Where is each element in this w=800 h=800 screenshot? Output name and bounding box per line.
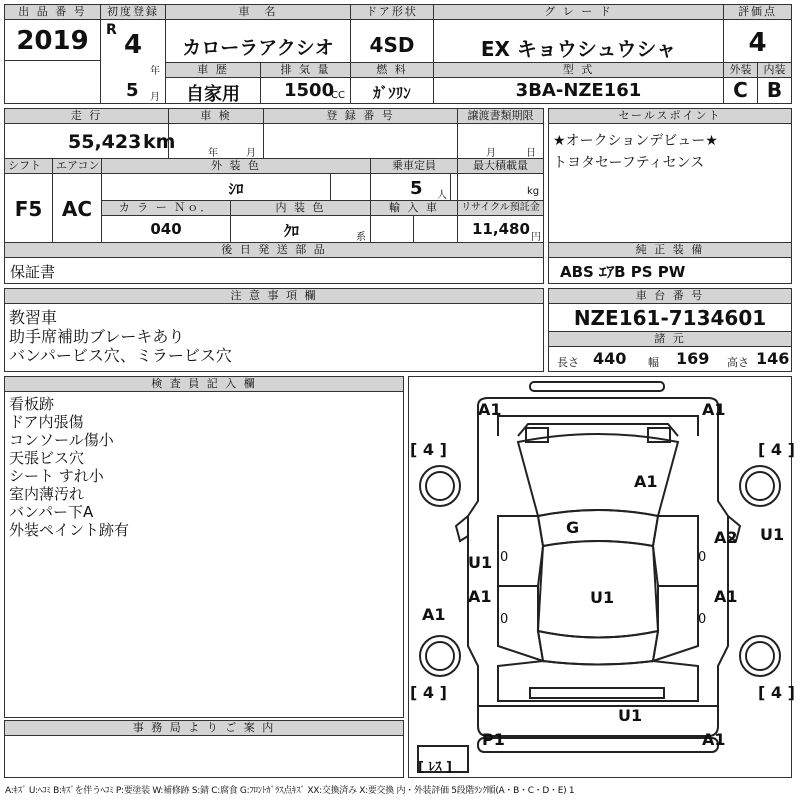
inspect-note: 看板跡: [9, 395, 55, 413]
mark-door-fl: U1: [468, 553, 493, 572]
inspect-note: コンソール傷小: [9, 431, 114, 449]
chassis-no: NZE161-7134601: [573, 306, 767, 330]
h-import: 輸 入 車: [371, 201, 457, 216]
int-color: ｸﾛ: [284, 222, 300, 240]
mark-tire-rr: [ 4 ]: [758, 683, 795, 702]
mark-roof: U1: [590, 588, 615, 607]
mark-front-left: A1: [478, 400, 502, 419]
inspect-note: 外装ペイント跡有: [9, 521, 130, 539]
car-outline: [408, 376, 792, 778]
lot-year: 2019: [16, 26, 89, 56]
reg-month: 5: [126, 80, 139, 101]
fuel: ｶﾞｿﾘﾝ: [373, 84, 411, 102]
recycle-fee: 11,480: [472, 220, 530, 238]
h-fuel: 燃 料: [351, 63, 433, 78]
h-color-no: カ ラ ー Ｎｏ．: [102, 201, 230, 216]
era: R: [106, 22, 117, 38]
h-ext-color: 外 装 色: [102, 159, 370, 174]
h-equipment: 純 正 装 備: [549, 243, 791, 258]
mark-door-rr: A1: [714, 587, 738, 606]
mark-fender-r: A2: [714, 528, 738, 547]
mark-rear-left: P1: [482, 730, 505, 749]
inspect-note: シート すれ小: [9, 467, 104, 485]
door-type: 4SD: [369, 33, 415, 57]
equipment: ABS ｴｱB PS PW: [560, 263, 686, 281]
sales-point-1: ★オークションデビュー★: [553, 133, 718, 149]
h-score: 評価点: [724, 5, 791, 20]
mark-dent-1: 0: [500, 550, 509, 565]
mark-tire-rl: [ 4 ]: [410, 683, 447, 702]
inspect-note: バンパー下A: [9, 503, 94, 521]
mark-front-right: A1: [702, 400, 726, 419]
mark-trunk: U1: [618, 706, 643, 725]
sales-point-2: トヨタセーフティセンス: [553, 155, 705, 171]
h-transfer: 譲渡書類期限: [458, 109, 543, 124]
h-door: ドア形状: [351, 5, 433, 20]
mark-spare: [ ﾚｽ ]: [418, 760, 452, 775]
h-car-name: 車 名: [166, 5, 350, 20]
h-first-reg: 初度登録: [101, 5, 165, 20]
mark-windshield: G: [566, 518, 580, 537]
height: 146: [756, 349, 790, 368]
later-parts: 保証書: [10, 263, 56, 281]
h-mileage: 走 行: [5, 109, 168, 124]
aircon: AC: [61, 197, 93, 221]
h-sales-point: セールスポイント: [549, 109, 791, 124]
h-grade: グ レ ー ド: [434, 5, 723, 20]
mark-dent-4: 0: [698, 612, 707, 627]
int-grade: B: [766, 78, 783, 102]
score: 4: [748, 28, 767, 58]
inspect-note: ドア内張傷: [9, 413, 84, 431]
mark-rear-right: A1: [702, 730, 726, 749]
h-max-load: 最大積載量: [458, 159, 543, 174]
h-history: 車 歴: [166, 63, 260, 78]
h-recycle: リサイクル預託金: [458, 201, 543, 216]
ext-color: ｼﾛ: [228, 180, 244, 198]
h-shaken: 車 検: [169, 109, 263, 124]
legend: A:ｷｽﾞ U:ﾍｺﾐ B:ｷｽﾞを伴うﾍｺﾐ P:要塗装 W:補修跡 S:錆 C:腐食 G:ﾌﾛﾝﾄｶﾞﾗｽ点ｷｽﾞ XX:交換済み X:要交換 内・外装評価 5段階ﾗﾝｸ順(A・B・C・D・E) 1: [5, 786, 575, 796]
capacity: 5: [410, 178, 423, 199]
color-no: 040: [150, 220, 182, 238]
h-inspector: 検 査 員 記 入 欄: [5, 377, 403, 392]
note-2: 助手席補助ブレーキあり: [9, 327, 185, 346]
shift: F5: [14, 197, 43, 221]
ext-grade: C: [733, 78, 748, 102]
mark-tire-fr: [ 4 ]: [758, 440, 795, 459]
h-capacity: 乗車定員: [371, 159, 457, 174]
h-chassis: 車 台 番 号: [549, 289, 791, 304]
h-int-grade: 内装: [758, 63, 791, 78]
displacement: 1500: [284, 80, 335, 101]
h-later-parts: 後 日 発 送 部 品: [5, 243, 543, 258]
h-model: 型 式: [434, 63, 723, 78]
note-3: バンパービス穴、ミラービス穴: [9, 346, 232, 365]
h-ext-grade: 外装: [724, 63, 757, 78]
model-code: 3BA-NZE161: [515, 80, 642, 101]
history: 自家用: [186, 84, 240, 105]
width: 169: [676, 349, 710, 368]
h-displacement: 排 気 量: [261, 63, 350, 78]
length: 440: [593, 349, 627, 368]
inspect-note: 天張ビス穴: [9, 449, 85, 467]
h-int-color: 内 装 色: [231, 201, 370, 216]
mark-side-r: U1: [760, 525, 785, 544]
note-1: 教習車: [9, 308, 58, 327]
h-lot: 出 品 番 号: [5, 5, 100, 20]
mark-hood: A1: [634, 472, 658, 491]
mark-dent-3: 0: [500, 612, 509, 627]
mark-side-l: A1: [422, 605, 446, 624]
h-office: 事 務 局 よ り ご 案 内: [5, 721, 403, 736]
inspect-note: 室内薄汚れ: [9, 485, 85, 503]
reg-year: 4: [124, 30, 143, 60]
h-shift: シフト: [5, 159, 52, 174]
mark-dent-2: 0: [698, 550, 707, 565]
h-notes: 注 意 事 項 欄: [5, 289, 543, 304]
h-aircon: エアコン: [53, 159, 101, 174]
mileage: 55,423: [68, 131, 142, 153]
mark-tire-fl: [ 4 ]: [410, 440, 447, 459]
grade: EX キョウシュウシャ: [480, 37, 677, 61]
h-plate: 登 録 番 号: [264, 109, 457, 124]
mark-door-rl: A1: [468, 587, 492, 606]
h-specs: 諸 元: [549, 332, 791, 347]
car-name: カローラアクシオ: [182, 37, 334, 59]
